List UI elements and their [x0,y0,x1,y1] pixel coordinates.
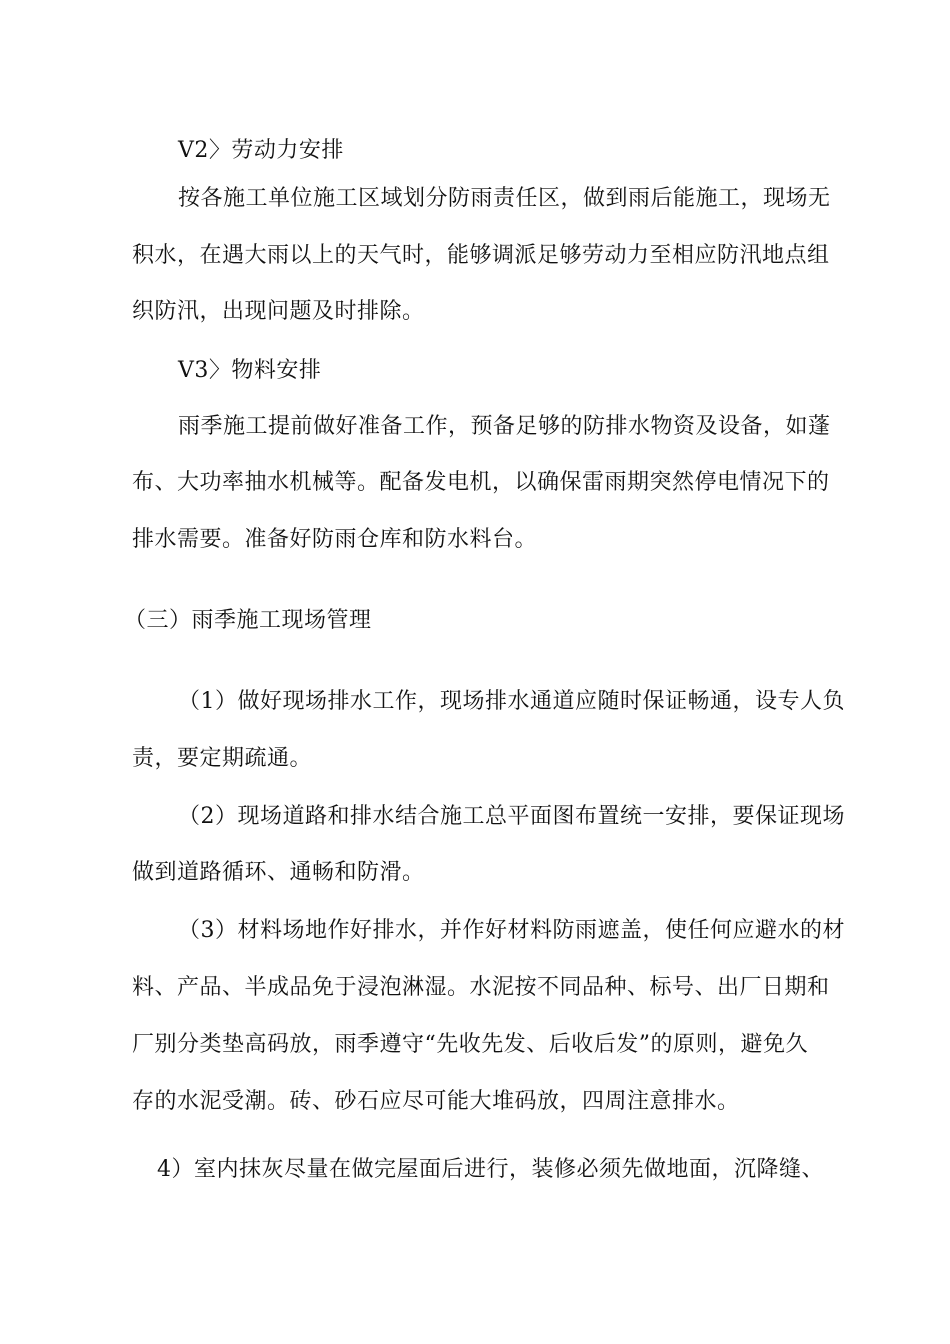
item-line: （1）做好现场排水工作，现场排水通道应随时保证畅通，设专人负 [178,689,845,714]
paragraph-line: 织防汛，出现问题及时排除。 [132,299,425,324]
section-heading-labor: V2〉劳动力安排 [178,138,344,163]
paragraph-line: 按各施工单位施工区域划分防雨责任区，做到雨后能施工，现场无 [178,186,831,211]
paragraph-line: 雨季施工提前做好准备工作，预备足够的防排水物资及设备，如蓬 [178,414,831,439]
paragraph-line: 布、大功率抽水机械等。配备发电机，以确保雷雨期突然停电情况下的 [132,470,830,495]
item-line: 料、产品、半成品免于浸泡淋湿。水泥按不同品种、标号、出厂日期和 [132,975,830,1000]
chapter-heading: （三）雨季施工现场管理 [124,608,372,633]
paragraph-line: 积水，在遇大雨以上的天气时，能够调派足够劳动力至相应防汛地点组 [132,243,830,268]
item-line: 责，要定期疏通。 [132,746,313,771]
paragraph-line: 排水需要。准备好防雨仓库和防水料台。 [132,527,538,552]
item-line: 4）室内抹灰尽量在做完屋面后进行，装修必须先做地面，沉降缝、 [157,1157,824,1182]
item-line: 厂别分类垫高码放，雨季遵守“先收先发、后收后发”的原则，避免久 [132,1032,808,1057]
section-heading-materials: V3〉物料安排 [178,358,322,383]
item-line: （3）材料场地作好排水，并作好材料防雨遮盖，使任何应避水的材 [178,918,845,943]
item-line: 存的水泥受潮。砖、砂石应尽可能大堆码放，四周注意排水。 [132,1089,740,1114]
item-line: 做到道路循环、通畅和防滑。 [132,860,425,885]
item-line: （2）现场道路和排水结合施工总平面图布置统一安排，要保证现场 [178,804,845,829]
